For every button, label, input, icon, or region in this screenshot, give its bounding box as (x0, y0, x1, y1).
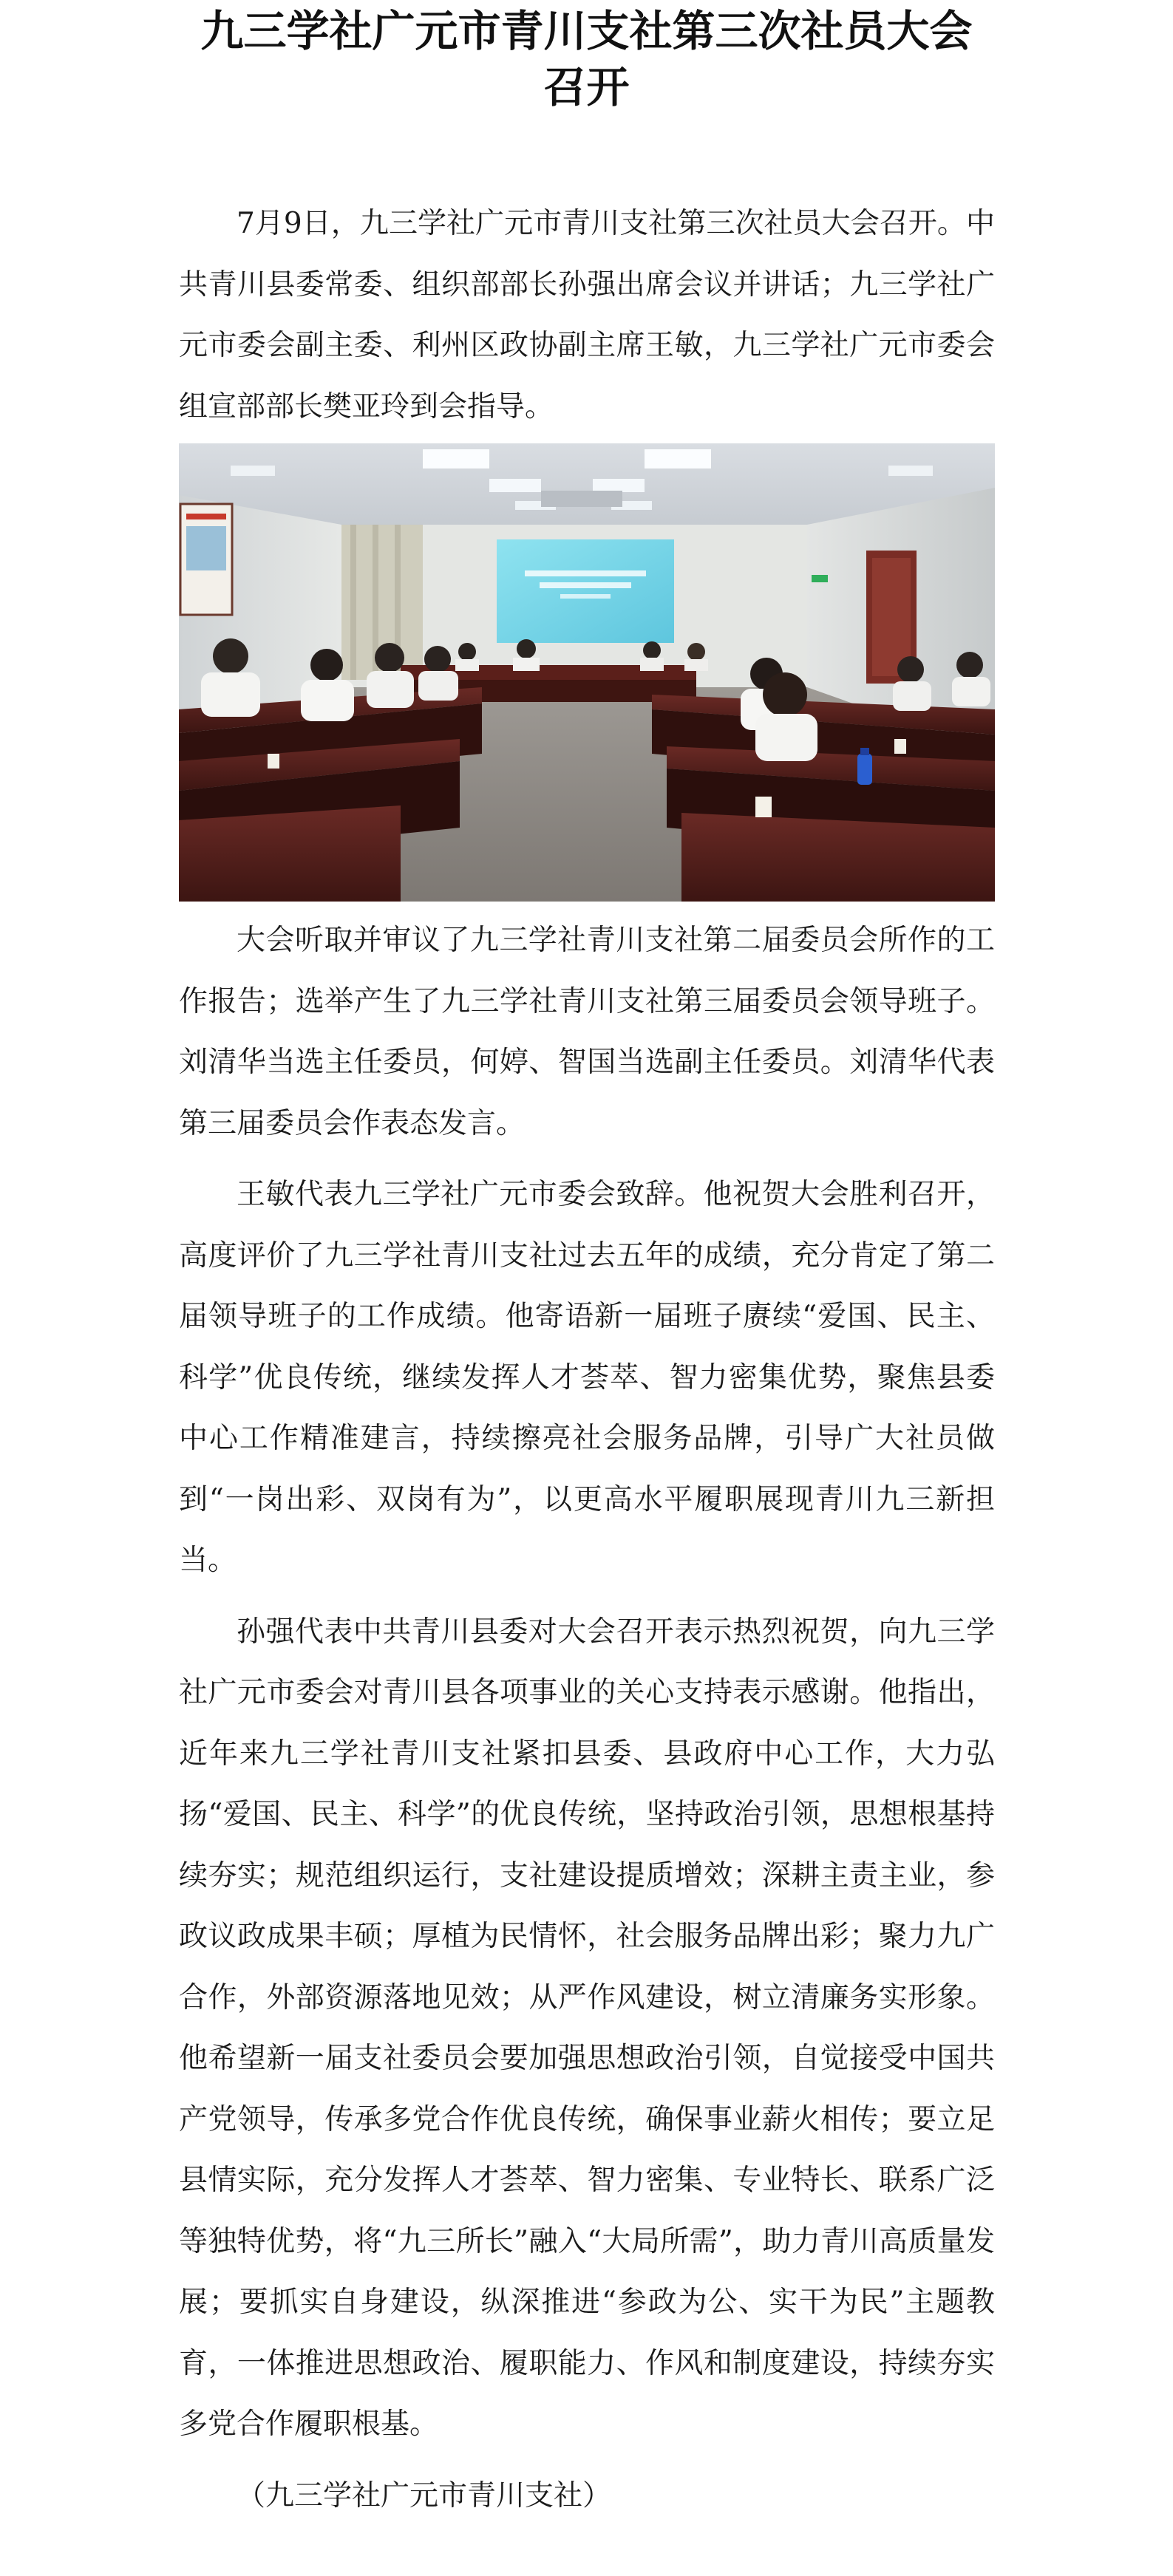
paragraph-2: 大会听取并审议了九三学社青川支社第二届委员会所作的工作报告；选举产生了九三学社青川支社第三届委员会领导班子。刘清华当选主任委员，何婷、智国当选副主任委员。刘清华代表第三届委员会作表态发言。 (179, 924, 995, 1140)
paragraph-3: 王敏代表九三学社广元市委会致辞。他祝贺大会胜利召开，高度评价了九三学社青川支社过去五年的成绩，充分肯定了第二届领导班子的工作成绩。他寄语新一届班子赓续“爱国、民主、科学”优良传统，继续发挥人才荟萃、智力密集优势，聚焦县委中心工作精准建言，持续擦亮社会服务品牌，引导广大社员做到“一岗出彩、双岗有为”，以更高水平履职展现青川九三新担当。 (179, 1178, 995, 1577)
paragraph-gap (179, 2456, 995, 2466)
article-source: （九三学社广元市青川支社） (237, 2478, 612, 2512)
paragraph-4: 孙强代表中共青川县委对大会召开表示热烈祝贺，向九三学社广元市委会对青川县各项事业的关心支持表示感谢。他指出，近年来九三学社青川支社紧扣县委、县政府中心工作，大力弘扬“爱国、民主、科学”的优良传统，坚持政治引领，思想根基持续夯实；规范组织运行，支社建设提质增效；深耕主责主业，参政议政成果丰硕；厚植为民情怀，社会服务品牌出彩；聚力九广合作，外部资源落地见效；从严作风建设，树立清廉务实形象。他希望新一届支社委员会要加强思想政治引领，自觉接受中国共产党领导，传承多党合作优良传统，确保事业薪火相传；要立足县情实际，充分发挥人才荟萃、智力密集、专业特长、联系广泛等独特优势，将“九三所长”融入“大局所需”，助力青川高质量发展；要抓实自身建设，纵深推进“参政为公、实干为民”主题教育，一体推进思想政治、履职能力、作风和制度建设，持续夯实多党合作履职根基。 (179, 1615, 995, 2441)
article-title (0, 3, 1173, 115)
article-body (179, 910, 995, 2526)
article-intro (179, 194, 995, 437)
meeting-photo (179, 443, 995, 902)
paragraph-1: 7月9日，九三学社广元市青川支社第三次社员大会召开。中共青川县委常委、组织部部长孙强出席会议并讲话；九三学社广元市委会副主委、利州区政协副主席王敏，九三学社广元市委会组宣部部长樊亚玲到会指导。 (179, 207, 995, 423)
article-title-line-1: 九三学社广元市青川支社第三次社员大会 (200, 6, 973, 56)
paragraph-gap (179, 1592, 995, 1602)
article-title-line-2: 召开 (543, 62, 630, 112)
paragraph-gap (179, 1154, 995, 1165)
